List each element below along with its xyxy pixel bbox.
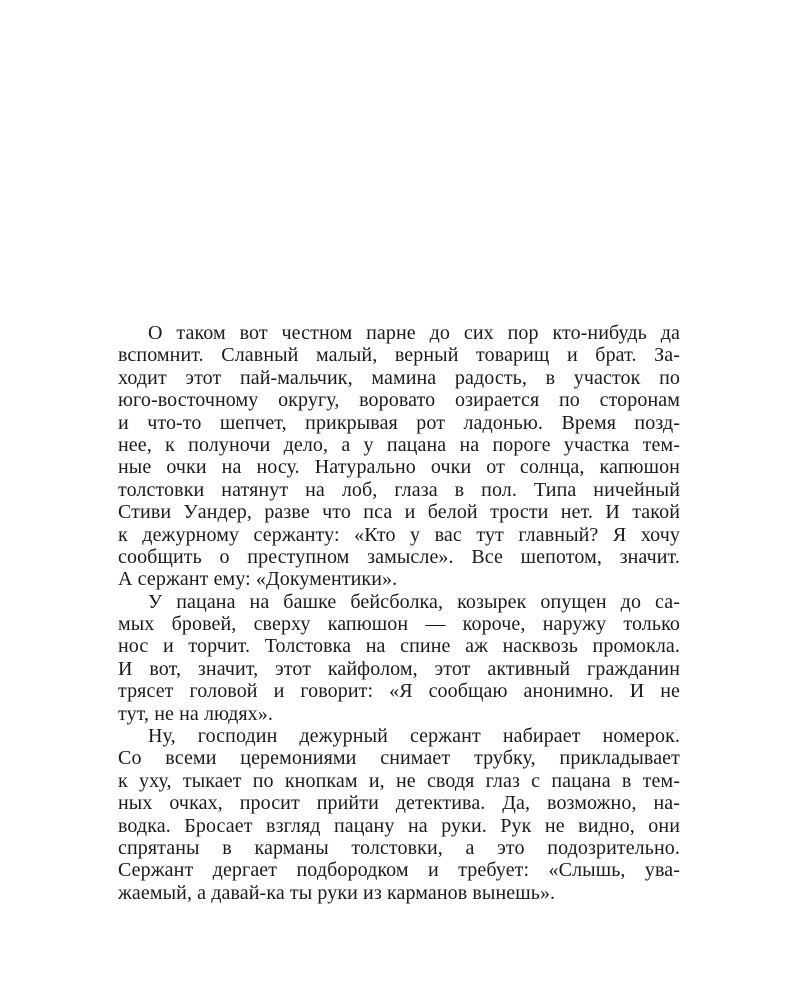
text-line: и что-то шепчет, прикрывая рот ладонью. Время позд- [118,411,680,434]
text-line: Сержант дергает подбородком и требует: «Слышь, ува- [118,859,680,882]
text-line: жаемый, а давай-ка ты руки из карманов вынешь». [118,881,556,904]
paragraph-3 [118,725,680,904]
text-line: толстовки натянут на лоб, глаза в пол. Типа ничейный [118,478,680,501]
text-line: Ну, господин дежурный сержант набирает номерок. [148,725,680,748]
text-line: ные очки на носу. Натурально очки от солнца, капюшон [118,456,680,479]
text-line: юго-восточному округу, воровато озирается по сторонам [118,389,680,412]
text-line: сообщить о преступном замысле». Все шепотом, значит. [118,545,680,568]
text-line: Стиви Уандер, разве что пса и белой трости нет. И такой [118,501,680,524]
text-line: трясет головой и говорит: «Я сообщаю анонимно. И не [118,680,680,703]
text-line: Со всеми церемониями снимает трубку, прикладывает [118,747,680,770]
text-line: вспомнит. Славный малый, верный товарищ и брат. За- [118,344,680,367]
text-line: ных очках, просит прийти детектива. Да, возможно, на- [118,792,680,815]
text-line: мых бровей, сверху капюшон — короче, наружу только [118,613,680,636]
text-line: водка. Бросает взгляд пацану на руки. Рук не видно, они [118,814,680,837]
text-line: И вот, значит, этот кайфолом, этот активный гражданин [118,657,680,680]
text-line: нее, к полуночи дело, а у пацана на пороге участка тем- [118,433,680,456]
body-text [118,322,680,904]
text-line: тут, не на людях». [118,702,273,725]
text-line: к дежурному сержанту: «Кто у вас тут главный? Я хочу [118,523,680,546]
text-line: спрятаны в карманы толстовки, а это подозрительно. [118,836,680,859]
text-line: А сержант ему: «Документики». [118,568,398,591]
text-line: ходит этот пай-мальчик, мамина радость, в участок по [118,366,680,389]
text-line: нос и торчит. Толстовка на спине аж насквозь промокла. [118,635,680,658]
text-line: к уху, тыкает по кнопкам и, не сводя глаз с пацана в тем- [118,769,680,792]
paragraph-2 [118,591,680,725]
text-line: У пацана на башке бейсболка, козырек опущен до са- [148,590,680,613]
text-line: О таком вот честном парне до сих пор кто-нибудь да [148,322,680,344]
paragraph-1 [118,322,680,591]
